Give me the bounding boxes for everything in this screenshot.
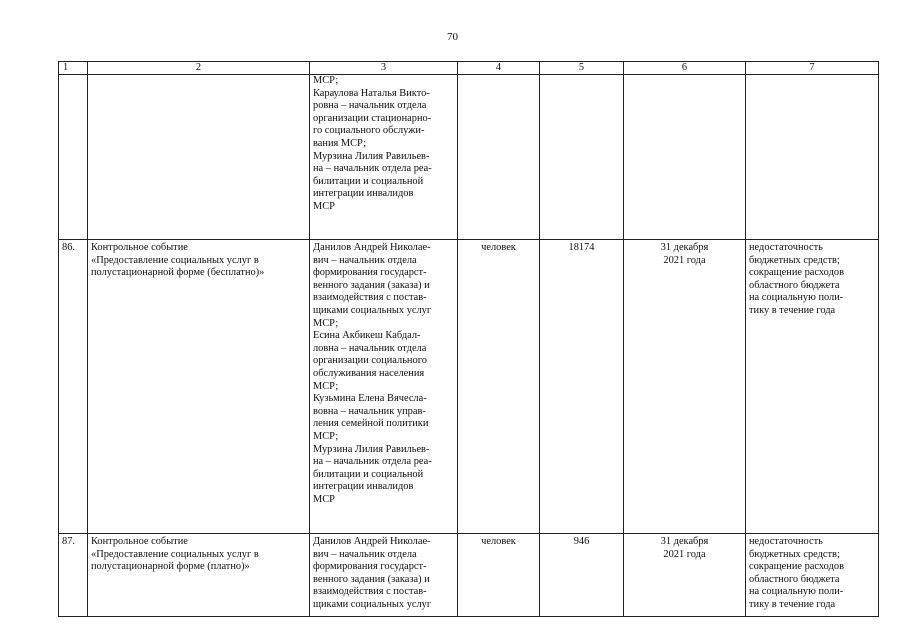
date-cell	[624, 75, 746, 240]
responsible-cell	[310, 240, 458, 534]
risk-cell	[746, 534, 879, 617]
cell-line: Данилов Андрей Николае-	[313, 536, 431, 547]
risk-cell	[746, 75, 879, 240]
cell-line: бюджетных средств;	[749, 254, 840, 266]
row-number: 86.	[59, 240, 88, 534]
cell-line: 31 декабря	[660, 242, 709, 253]
cell-line: венного задания (заказа) и	[313, 573, 430, 585]
plan-table	[58, 61, 879, 617]
cell-line: ловна – начальник отдела	[313, 342, 427, 354]
cell-line: «Предоставление социальных услуг в	[91, 254, 259, 266]
cell-line: вовна – начальник управ-	[313, 405, 426, 417]
date-cell	[624, 534, 746, 617]
cell-line: венного задания (заказа) и	[313, 279, 430, 291]
cell-line: Контрольное событие	[91, 536, 188, 547]
cell-line: тику в течение года	[749, 598, 836, 610]
header-cell-3: 3	[310, 62, 458, 75]
cell-line: обслуживания населения	[313, 367, 425, 379]
cell-line: Контрольное событие	[91, 242, 188, 253]
cell-line: 2021 года	[663, 254, 706, 266]
cell-line: формирования государст-	[313, 267, 427, 279]
value-cell: 18174	[540, 240, 624, 534]
cell-line: на – начальник отдела реа-	[313, 456, 432, 468]
row-number	[59, 75, 88, 240]
value-cell: 946	[540, 534, 624, 617]
header-cell-1: 1	[59, 62, 88, 75]
cell-line: МСР	[313, 200, 335, 212]
cell-line: 2021 года	[663, 548, 706, 560]
header-cell-5: 5	[540, 62, 624, 75]
cell-line: сокращение расходов	[749, 267, 844, 279]
cell-line: бюджетных средств;	[749, 548, 840, 560]
cell-line: ровна – начальник отдела	[313, 100, 427, 112]
cell-line: билитации и социальной	[313, 175, 424, 187]
date-cell	[624, 240, 746, 534]
cell-line: ления семейной политики	[313, 418, 429, 430]
cell-line: недостаточность	[749, 536, 823, 547]
cell-line: сокращение расходов	[749, 561, 844, 573]
cell-line: на – начальник отдела реа-	[313, 163, 432, 175]
header-cell-4: 4	[458, 62, 540, 75]
event-cell	[88, 75, 310, 240]
cell-line: Мурзина Лилия Равильев-	[313, 150, 430, 162]
cell-line: вич – начальник отдела	[313, 254, 417, 266]
cell-line: Кузьмина Елена Вячесла-	[313, 393, 427, 405]
page-number: 70	[447, 31, 458, 43]
table-row	[59, 75, 879, 240]
cell-line: 31 декабря	[660, 536, 709, 547]
unit-cell: человек	[458, 240, 540, 534]
cell-line: на социальную поли-	[749, 586, 844, 598]
cell-line: формирования государст-	[313, 561, 427, 573]
cell-line: организации стационарно-	[313, 112, 432, 124]
cell-line: Караулова Наталья Викто-	[313, 87, 430, 99]
unit-cell	[458, 75, 540, 240]
cell-line: вания МСР;	[313, 137, 367, 149]
row-number: 87.	[59, 534, 88, 617]
cell-line: Данилов Андрей Николае-	[313, 242, 431, 253]
cell-line: интеграции инвалидов	[313, 188, 414, 200]
event-cell	[88, 534, 310, 617]
header-row	[59, 62, 879, 75]
cell-line: тику в течение года	[749, 304, 836, 316]
cell-line: взаимодействия с постав-	[313, 586, 427, 598]
cell-line: МСР;	[313, 75, 339, 86]
cell-line: организации социального	[313, 355, 427, 367]
cell-line: МСР;	[313, 317, 339, 329]
cell-line: областного бюджета	[749, 279, 840, 291]
responsible-cell	[310, 534, 458, 617]
cell-line: недостаточность	[749, 242, 823, 253]
header-cell-2: 2	[88, 62, 310, 75]
cell-line: МСР;	[313, 380, 339, 392]
unit-cell: человек	[458, 534, 540, 617]
cell-line: «Предоставление социальных услуг в	[91, 548, 259, 560]
event-cell	[88, 240, 310, 534]
cell-line: МСР	[313, 493, 335, 505]
responsible-cell	[310, 75, 458, 240]
table-row	[59, 534, 879, 617]
header-cell-7: 7	[746, 62, 879, 75]
cell-line: на социальную поли-	[749, 292, 844, 304]
cell-line: щиками социальных услуг	[313, 598, 432, 610]
cell-line: Есина Акбикеш Кабдал-	[313, 330, 421, 342]
cell-line: областного бюджета	[749, 573, 840, 585]
cell-line: полустационарной форме (бесплатно)»	[91, 267, 265, 279]
risk-cell	[746, 240, 879, 534]
cell-line: МСР;	[313, 430, 339, 442]
cell-line: Мурзина Лилия Равильев-	[313, 443, 430, 455]
cell-line: щиками социальных услуг	[313, 304, 432, 316]
cell-line: полустационарной форме (платно)»	[91, 561, 250, 573]
value-cell	[540, 75, 624, 240]
cell-line: го социального обслужи-	[313, 125, 425, 137]
cell-line: интеграции инвалидов	[313, 481, 414, 493]
table-row	[59, 240, 879, 534]
header-cell-6: 6	[624, 62, 746, 75]
cell-line: вич – начальник отдела	[313, 548, 417, 560]
cell-line: взаимодействия с постав-	[313, 292, 427, 304]
cell-line: билитации и социальной	[313, 468, 424, 480]
